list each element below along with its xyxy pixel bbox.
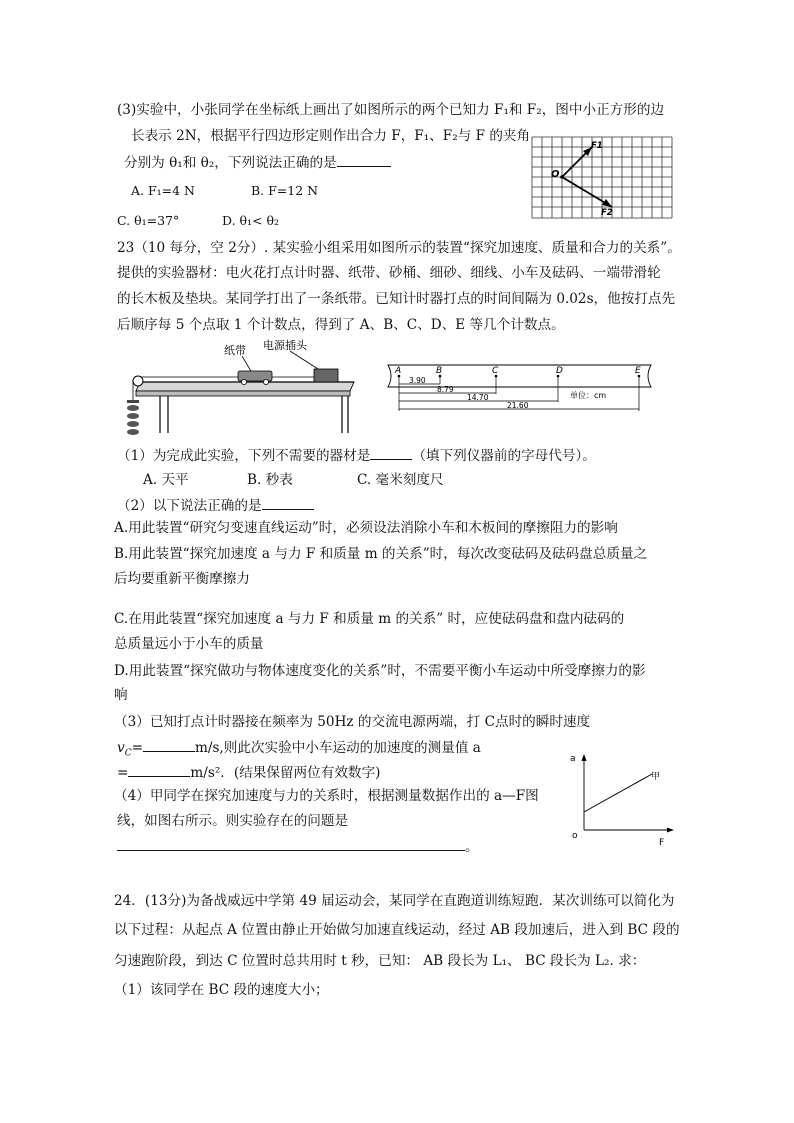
q23-sub2-option-d-2: 响 <box>114 687 128 703</box>
tape-label: 纸带 <box>224 344 246 357</box>
q24-line-1: 24．(13分)为备战威远中学第 49 届运动会，某同学在直跑道训练短跑．某次训练可以简化为 <box>114 893 675 909</box>
graph-origin-label: o <box>572 831 578 841</box>
q23-sub1-option-b: B. 秒表 <box>247 472 293 488</box>
vc-symbol: v <box>117 740 125 756</box>
f2-label: F2 <box>601 208 613 218</box>
q23-sub1 <box>117 445 596 466</box>
q23-sub2-option-b-2: 后均要重新平衡摩擦力 <box>114 571 250 587</box>
q23-sub4-end: 。 <box>465 839 479 855</box>
graph-line-label: 甲 <box>651 772 661 782</box>
q23-sub2-option-c-1: C.在用此装置“探究加速度 a 与力 F 和质量 m 的关系” 时，应使砝码盘和盘内砝码的 <box>114 611 625 627</box>
q3-line-3 <box>124 152 391 173</box>
q23-sub2-option-a: A.用此装置“研究匀变速直线运动”时，必须设法消除小车和木板间的摩擦阻力的影响 <box>114 520 618 536</box>
q23-line-4: 后顺序每 5 个点取 1 个计数点，得到了 A、B、C、D、E 等几个计数点。 <box>117 317 565 333</box>
q23-sub4-line-1: （4）甲同学在探究加速度与力的关系时，根据测量数据作出的 a—F图 <box>114 788 539 804</box>
q23-line-3: 的长木板及垫块。某同学打出了一条纸带。已知计时器打点的时间间隔为 0.02s，他按打点先 <box>117 291 676 307</box>
q23-sub3-line-1: （3）已知打点计时器接在频率为 50Hz 的交流电源两端，打 C点时的瞬时速度 <box>114 714 591 730</box>
apparatus-figure <box>118 337 368 437</box>
q23-sub1-option-c: C. 毫米刻度尺 <box>357 472 444 488</box>
q23-sub1-blank[interactable] <box>370 445 412 460</box>
q3-question: 分别为 θ₁和 θ₂，下列说法正确的是 <box>124 155 337 171</box>
f1-label: F1 <box>591 141 603 151</box>
q24-line-2: 以下过程：从起点 A 位置由静止开始做匀加速直线运动，经过 AB 段加速后，进入到 BC 段的 <box>114 922 680 938</box>
tape-point-e: E <box>635 366 641 376</box>
q23-sub4-line-2: 线，如图右所示。则实验存在的问题是 <box>117 813 349 829</box>
tape-distance-ac: 8.79 <box>437 385 454 394</box>
q23-sub3-line-3 <box>117 762 380 783</box>
q3-option-c: C. θ₁=37° <box>117 213 180 228</box>
graph-x-label: F <box>659 838 665 848</box>
grid-origin-label: O <box>551 169 560 180</box>
tape-point-c: C <box>492 366 499 376</box>
vc-equals: = <box>131 740 143 756</box>
q23-sub4-line-3 <box>117 836 479 857</box>
force-grid-figure <box>530 135 674 220</box>
graph-line-jia <box>584 774 652 812</box>
graph-y-label: a <box>570 754 576 764</box>
q23-sub2-option-d-1: D.用此装置“探究做功与物体速度变化的关系”时，不需要平衡小车运动中所受摩擦力的影 <box>114 663 646 679</box>
pulley-shape <box>133 376 143 386</box>
timer-shape <box>314 369 338 382</box>
plug-label: 电源插头 <box>263 339 307 352</box>
q23-sub2-blank[interactable] <box>262 495 314 510</box>
q3-line-2: 长表示 2N，根据平行四边形定则作出合力 F，F₁、F₂与 F 的夹角 <box>131 128 531 144</box>
q23-sub4-blank[interactable] <box>117 836 465 851</box>
q23-sub2-text: （2）以下说法正确的是 <box>117 498 262 514</box>
vc-subscript: C <box>124 748 132 759</box>
a-equals: = <box>117 765 129 781</box>
tape-point-d: D <box>556 366 563 376</box>
tape-point-a: A <box>395 366 402 376</box>
q23-line-1: 23（10 每分，空 2分）. 某实验小组采用如图所示的装置“探究加速度、质量和合力的关系”。 <box>117 240 681 256</box>
f2-arrowhead <box>602 199 612 207</box>
tape-distance-ad: 14.70 <box>467 393 489 402</box>
vc-answer-blank[interactable] <box>143 737 195 752</box>
q23-sub2-option-b-1: B.用此装置“探究加速度 a 与力 F 和质量 m 的关系”时，每次改变砝码及砝码盘总质量之 <box>114 546 648 562</box>
q23-sub2 <box>117 495 314 516</box>
q3-option-d: D. θ₁< θ₂ <box>222 213 280 228</box>
q23-sub3-line-2-tail: m/s,则此次实验中小车运动的加速度的测量值 a <box>194 740 481 756</box>
q23-line-2: 提供的实验器材：电火花打点计时器、纸带、砂桶、细砂、细线、小车及砝码、一端带滑轮 <box>117 265 661 281</box>
a-f-graph <box>562 748 682 848</box>
tape-distance-ae: 21.60 <box>507 401 529 410</box>
q23-sub1-tail: （填下列仪器前的字母代号）。 <box>412 448 596 464</box>
tape-point-b: B <box>436 366 443 376</box>
a-answer-blank[interactable] <box>128 762 190 777</box>
q23-sub1-text: （1）为完成此实验，下列不需要的器材是 <box>117 448 371 464</box>
q3-line-1: (3)实验中，小张同学在坐标纸上画出了如图所示的两个已知力 F₁和 F₂，图中小正方形的边 <box>117 102 665 118</box>
q23-sub2-option-c-2: 总质量远小于小车的质量 <box>114 636 264 652</box>
tape-figure <box>383 362 663 414</box>
tape-unit-label: 单位：cm <box>570 391 607 400</box>
q3-option-b: B. F=12 N <box>251 183 319 198</box>
q23-sub1-option-a: A. 天平 <box>143 472 189 488</box>
q24-line-4: （1）该同学在 BC 段的速度大小； <box>114 982 329 998</box>
q3-option-a: A. F₁=4 N <box>131 183 195 198</box>
tape-distance-ab: 3.90 <box>409 376 426 385</box>
q24-line-3: 匀速跑阶段，到达 C 位置时总共用时 t 秒，已知： AB 段长为 L₁、 BC 段长为 L₂. 求： <box>114 953 646 969</box>
q23-sub3-line-3-tail: m/s²．(结果保留两位有效数字) <box>190 765 381 781</box>
q23-sub3-line-2 <box>117 737 481 764</box>
q3-answer-blank[interactable] <box>337 152 391 167</box>
